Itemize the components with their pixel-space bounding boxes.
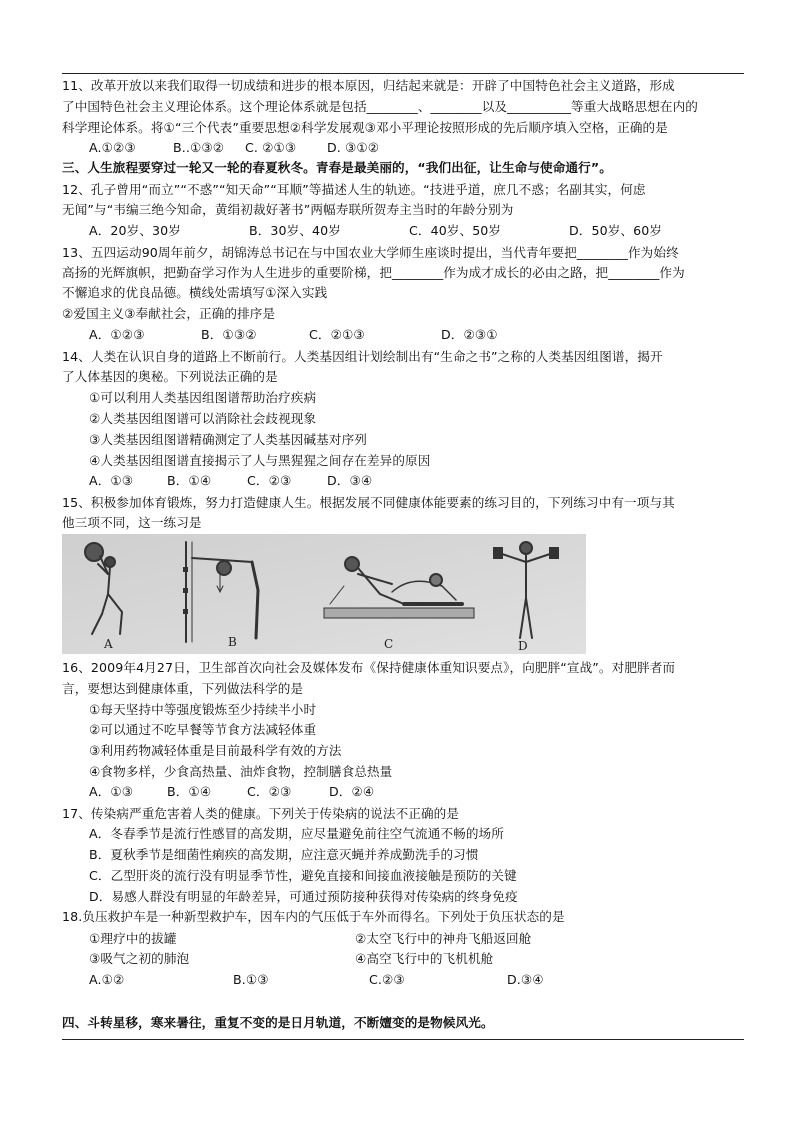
q18-item-1: ①理疗中的拔罐 — [89, 931, 177, 946]
q18-option-a[interactable]: A.①② — [89, 972, 125, 987]
q17-option-b[interactable]: B．夏秋季节是细菌性痢疾的高发期，应注意灭蝇并养成勤洗手的习惯 — [89, 847, 479, 862]
q17-line1: 17、传染病严重危害着人类的健康。下列关于传染病的说法不正确的是 — [62, 806, 460, 821]
q14-option-d[interactable]: D．③④ — [327, 473, 373, 488]
q16-option-d[interactable]: D．②④ — [329, 784, 375, 799]
image-label-b: B — [228, 635, 237, 649]
q18-options — [89, 970, 739, 990]
q14-line2: 了人体基因的奥秘。下列说法正确的是 — [62, 369, 278, 384]
q14-option-b[interactable]: B．①④ — [167, 473, 212, 488]
q12-line2: 无闻”与“韦编三绝今知命，黄绢初裁好著书”两幅寿联所贺寿主当时的年龄分别为 — [62, 202, 514, 217]
q18-item-4: ④高空飞行中的飞机机舱 — [355, 951, 494, 966]
exercise-figures-image — [62, 534, 586, 654]
image-label-a: A — [104, 637, 113, 651]
q16-line2: 言，要想达到健康体重，下列做法科学的是 — [62, 681, 304, 696]
q14-item-3: ③人类基因组图谱精确测定了人类基因碱基对序列 — [89, 432, 367, 447]
q18-line1: 18.负压救护车是一种新型救护车，因车内的气压低于车外而得名。下列处于负压状态的是 — [62, 909, 565, 924]
q16-item-2: ②可以通过不吃早餐等节食方法减轻体重 — [89, 722, 317, 737]
q13-option-a[interactable]: A．①②③ — [89, 327, 145, 342]
q14-item-4: ④人类基因组图谱直接揭示了人与黑猩猩之间存在差异的原因 — [89, 453, 431, 468]
q13-option-d[interactable]: D．②③① — [441, 327, 498, 342]
q15-line1: 15、积极参加体育锻炼，努力打造健康人生。根据发展不同健康体能要素的练习目的，下列练习中有一项与其 — [62, 495, 675, 510]
q12-options — [89, 221, 739, 241]
q17-option-d[interactable]: D．易感人群没有明显的年龄差异，可通过预防接种获得对传染病的终身免疫 — [89, 889, 518, 904]
q14-options — [89, 471, 739, 491]
q12-line1: 12、孔子曾用“而立”“不惑”“知天命”“耳顺”等描述人生的轨迹。“技进乎道，庶几不惑；名副其实，何虑 — [62, 182, 646, 197]
q14-item-1: ①可以利用人类基因组图谱帮助治疗疾病 — [89, 390, 317, 405]
q11-option-b[interactable]: B..①③② — [173, 140, 225, 155]
q12-option-a[interactable]: A．20岁、30岁 — [89, 223, 181, 238]
q14-option-a[interactable]: A．①③ — [89, 473, 134, 488]
q18-option-b[interactable]: B.①③ — [233, 972, 269, 987]
q13-options — [89, 325, 739, 345]
q11-line2: 了中国特色社会主义理论体系。这个理论体系就是包括________、________以及__________等重大战略思想在内的 — [62, 99, 698, 114]
q18-item-3: ③吸气之初的肺泡 — [89, 951, 190, 966]
q15-line2: 他三项不同，这一练习是 — [62, 515, 202, 530]
q16-line1: 16、2009年4月27日，卫生部首次向社会及媒体发布《保持健康体重知识要点》，向肥胖“宣战”。对肥胖者而 — [62, 660, 676, 675]
q13-option-c[interactable]: C．②①③ — [309, 327, 365, 342]
top-rule — [62, 73, 744, 74]
q11-option-c[interactable]: C. ②①③ — [245, 140, 297, 155]
q12-option-b[interactable]: B．30岁、40岁 — [249, 223, 341, 238]
q13-option-b[interactable]: B．①③② — [201, 327, 257, 342]
q13-line1: 13、五四运动90周年前夕，胡锦涛总书记在与中国农业大学师生座谈时提出，当代青年要把________作为始终 — [62, 245, 679, 260]
q16-option-b[interactable]: B．①④ — [167, 784, 212, 799]
q11-option-a[interactable]: A.①②③ — [89, 140, 136, 155]
q13-line3: 不懈追求的优良品德。横线处需填写①深入实践 — [62, 285, 328, 300]
q14-option-c[interactable]: C．②③ — [247, 473, 292, 488]
image-label-d: D — [518, 639, 528, 653]
q11-options — [89, 138, 739, 158]
bottom-rule — [62, 1039, 744, 1040]
q18-items-row2 — [89, 949, 739, 969]
q16-item-3: ③利用药物减轻体重是目前最科学有效的方法 — [89, 743, 342, 758]
q12-option-d[interactable]: D．50岁、60岁 — [569, 223, 663, 238]
q16-option-a[interactable]: A．①③ — [89, 784, 134, 799]
q18-items-row1 — [89, 929, 739, 949]
q16-options — [89, 782, 739, 802]
q17-option-a[interactable]: A．冬春季节是流行性感冒的高发期，应尽量避免前往空气流通不畅的场所 — [89, 826, 504, 841]
q18-option-d[interactable]: D.③④ — [507, 972, 544, 987]
q11-option-d[interactable]: D. ③①② — [327, 140, 380, 155]
section3-title: 三、人生旅程要穿过一轮又一轮的春夏秋冬。青春是最美丽的，“我们出征，让生命与使命通行”。 — [62, 160, 612, 175]
q16-item-1: ①每天坚持中等强度锻炼至少持续半小时 — [89, 702, 317, 717]
q17-option-c[interactable]: C．乙型肝炎的流行没有明显季节性，避免直接和间接血液接触是预防的关键 — [89, 868, 517, 883]
image-label-c: C — [384, 637, 394, 651]
q12-option-c[interactable]: C．40岁、50岁 — [409, 223, 502, 238]
section4-title: 四、斗转星移，寒来暑往，重复不变的是日月轨道，不断嬗变的是物候风光。 — [62, 1015, 494, 1030]
q11-line1: 11、改革开放以来我们取得一切成绩和进步的根本原因，归结起来就是：开辟了中国特色社会主义道路，形成 — [62, 78, 675, 93]
q16-item-4: ④食物多样，少食高热量、油炸食物，控制膳食总热量 — [89, 764, 393, 779]
q18-item-2: ②太空飞行中的神舟飞船返回舱 — [355, 931, 532, 946]
q18-option-c[interactable]: C.②③ — [369, 972, 405, 987]
q13-line2: 高扬的光辉旗帜，把勤奋学习作为人生进步的重要阶梯，把________作为成才成长的必由之路，把________作为 — [62, 265, 685, 280]
q13-line4: ②爱国主义③奉献社会，正确的排序是 — [62, 306, 276, 321]
q16-option-c[interactable]: C．②③ — [247, 784, 292, 799]
q11-line3: 科学理论体系。将①“三个代表”重要思想②科学发展观③邓小平理论按照形成的先后顺序填入空格，正确的是 — [62, 120, 668, 135]
q14-line1: 14、人类在认识自身的道路上不断前行。人类基因组计划绘制出有“生命之书”之称的人类基因组图谱，揭开 — [62, 349, 663, 364]
q14-item-2: ②人类基因组图谱可以消除社会歧视现象 — [89, 411, 317, 426]
